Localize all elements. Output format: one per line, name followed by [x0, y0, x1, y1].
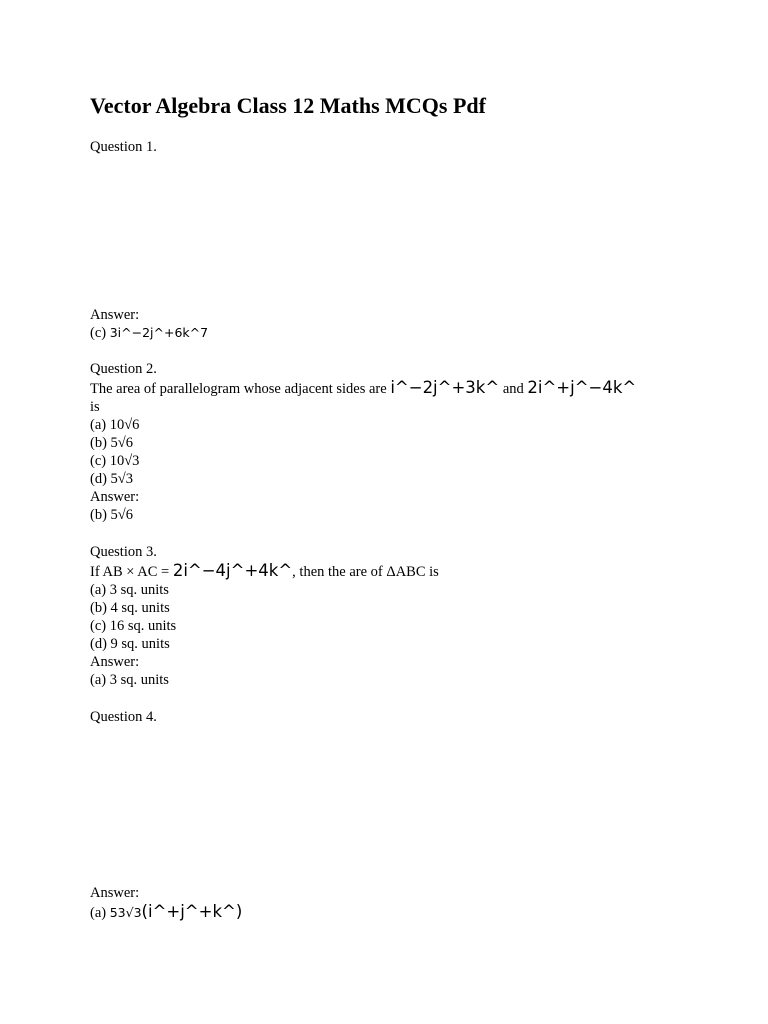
question-label: Question 3.: [90, 544, 157, 560]
question-label: Question 1.: [90, 139, 157, 155]
question-text: [90, 561, 700, 581]
question-3: [90, 543, 700, 689]
question-text-after: , then the are of ΔABC is: [292, 564, 439, 580]
question-4-answer: [90, 884, 700, 922]
answer-prefix: (a): [90, 905, 107, 921]
answer-prefix: (c): [90, 325, 107, 341]
question-text-before: If AB × AC =: [90, 564, 170, 580]
answer-math-vector: (i^+j^+k^): [141, 902, 243, 921]
option-b: (b) 5√6: [90, 435, 133, 451]
vector-math: 2i^−4j^+4k^: [172, 561, 293, 580]
question-2: [90, 360, 700, 524]
question-text: [90, 378, 700, 398]
question-text-before: The area of parallelogram whose adjacent sides are: [90, 381, 387, 397]
option-c: (c) 16 sq. units: [90, 618, 177, 634]
vector-math-1: i^−2j^+3k^: [390, 378, 500, 397]
answer-math: 3i^−2j^+6k^7: [109, 325, 209, 340]
answer-label: Answer:: [90, 885, 140, 901]
vector-math-2: 2i^+j^−4k^: [527, 378, 637, 397]
option-a: (a) 10√6: [90, 417, 140, 433]
answer-label: Answer:: [90, 489, 140, 505]
option-d: (d) 5√3: [90, 471, 133, 487]
question-label: Question 4.: [90, 709, 157, 725]
question-text-after: is: [90, 399, 100, 415]
option-b: (b) 4 sq. units: [90, 600, 170, 616]
answer-math-fraction: 53√3: [109, 905, 142, 920]
question-4: [90, 708, 700, 726]
question-1-image-area: [90, 160, 650, 161]
answer-value: [90, 324, 700, 342]
answer-value: (b) 5√6: [90, 507, 133, 523]
answer-value: [90, 902, 700, 922]
answer-label: Answer:: [90, 654, 140, 670]
page-title: Vector Algebra Class 12 Maths MCQs Pdf: [90, 93, 486, 118]
question-1-answer: [90, 306, 700, 342]
answer-label: Answer:: [90, 307, 140, 323]
question-4-image-area: [90, 730, 650, 731]
question-1: [90, 138, 700, 156]
option-c: (c) 10√3: [90, 453, 140, 469]
option-a: (a) 3 sq. units: [90, 582, 169, 598]
answer-value: (a) 3 sq. units: [90, 672, 169, 688]
option-d: (d) 9 sq. units: [90, 636, 170, 652]
question-text-and: and: [502, 381, 524, 397]
question-label: Question 2.: [90, 361, 157, 377]
